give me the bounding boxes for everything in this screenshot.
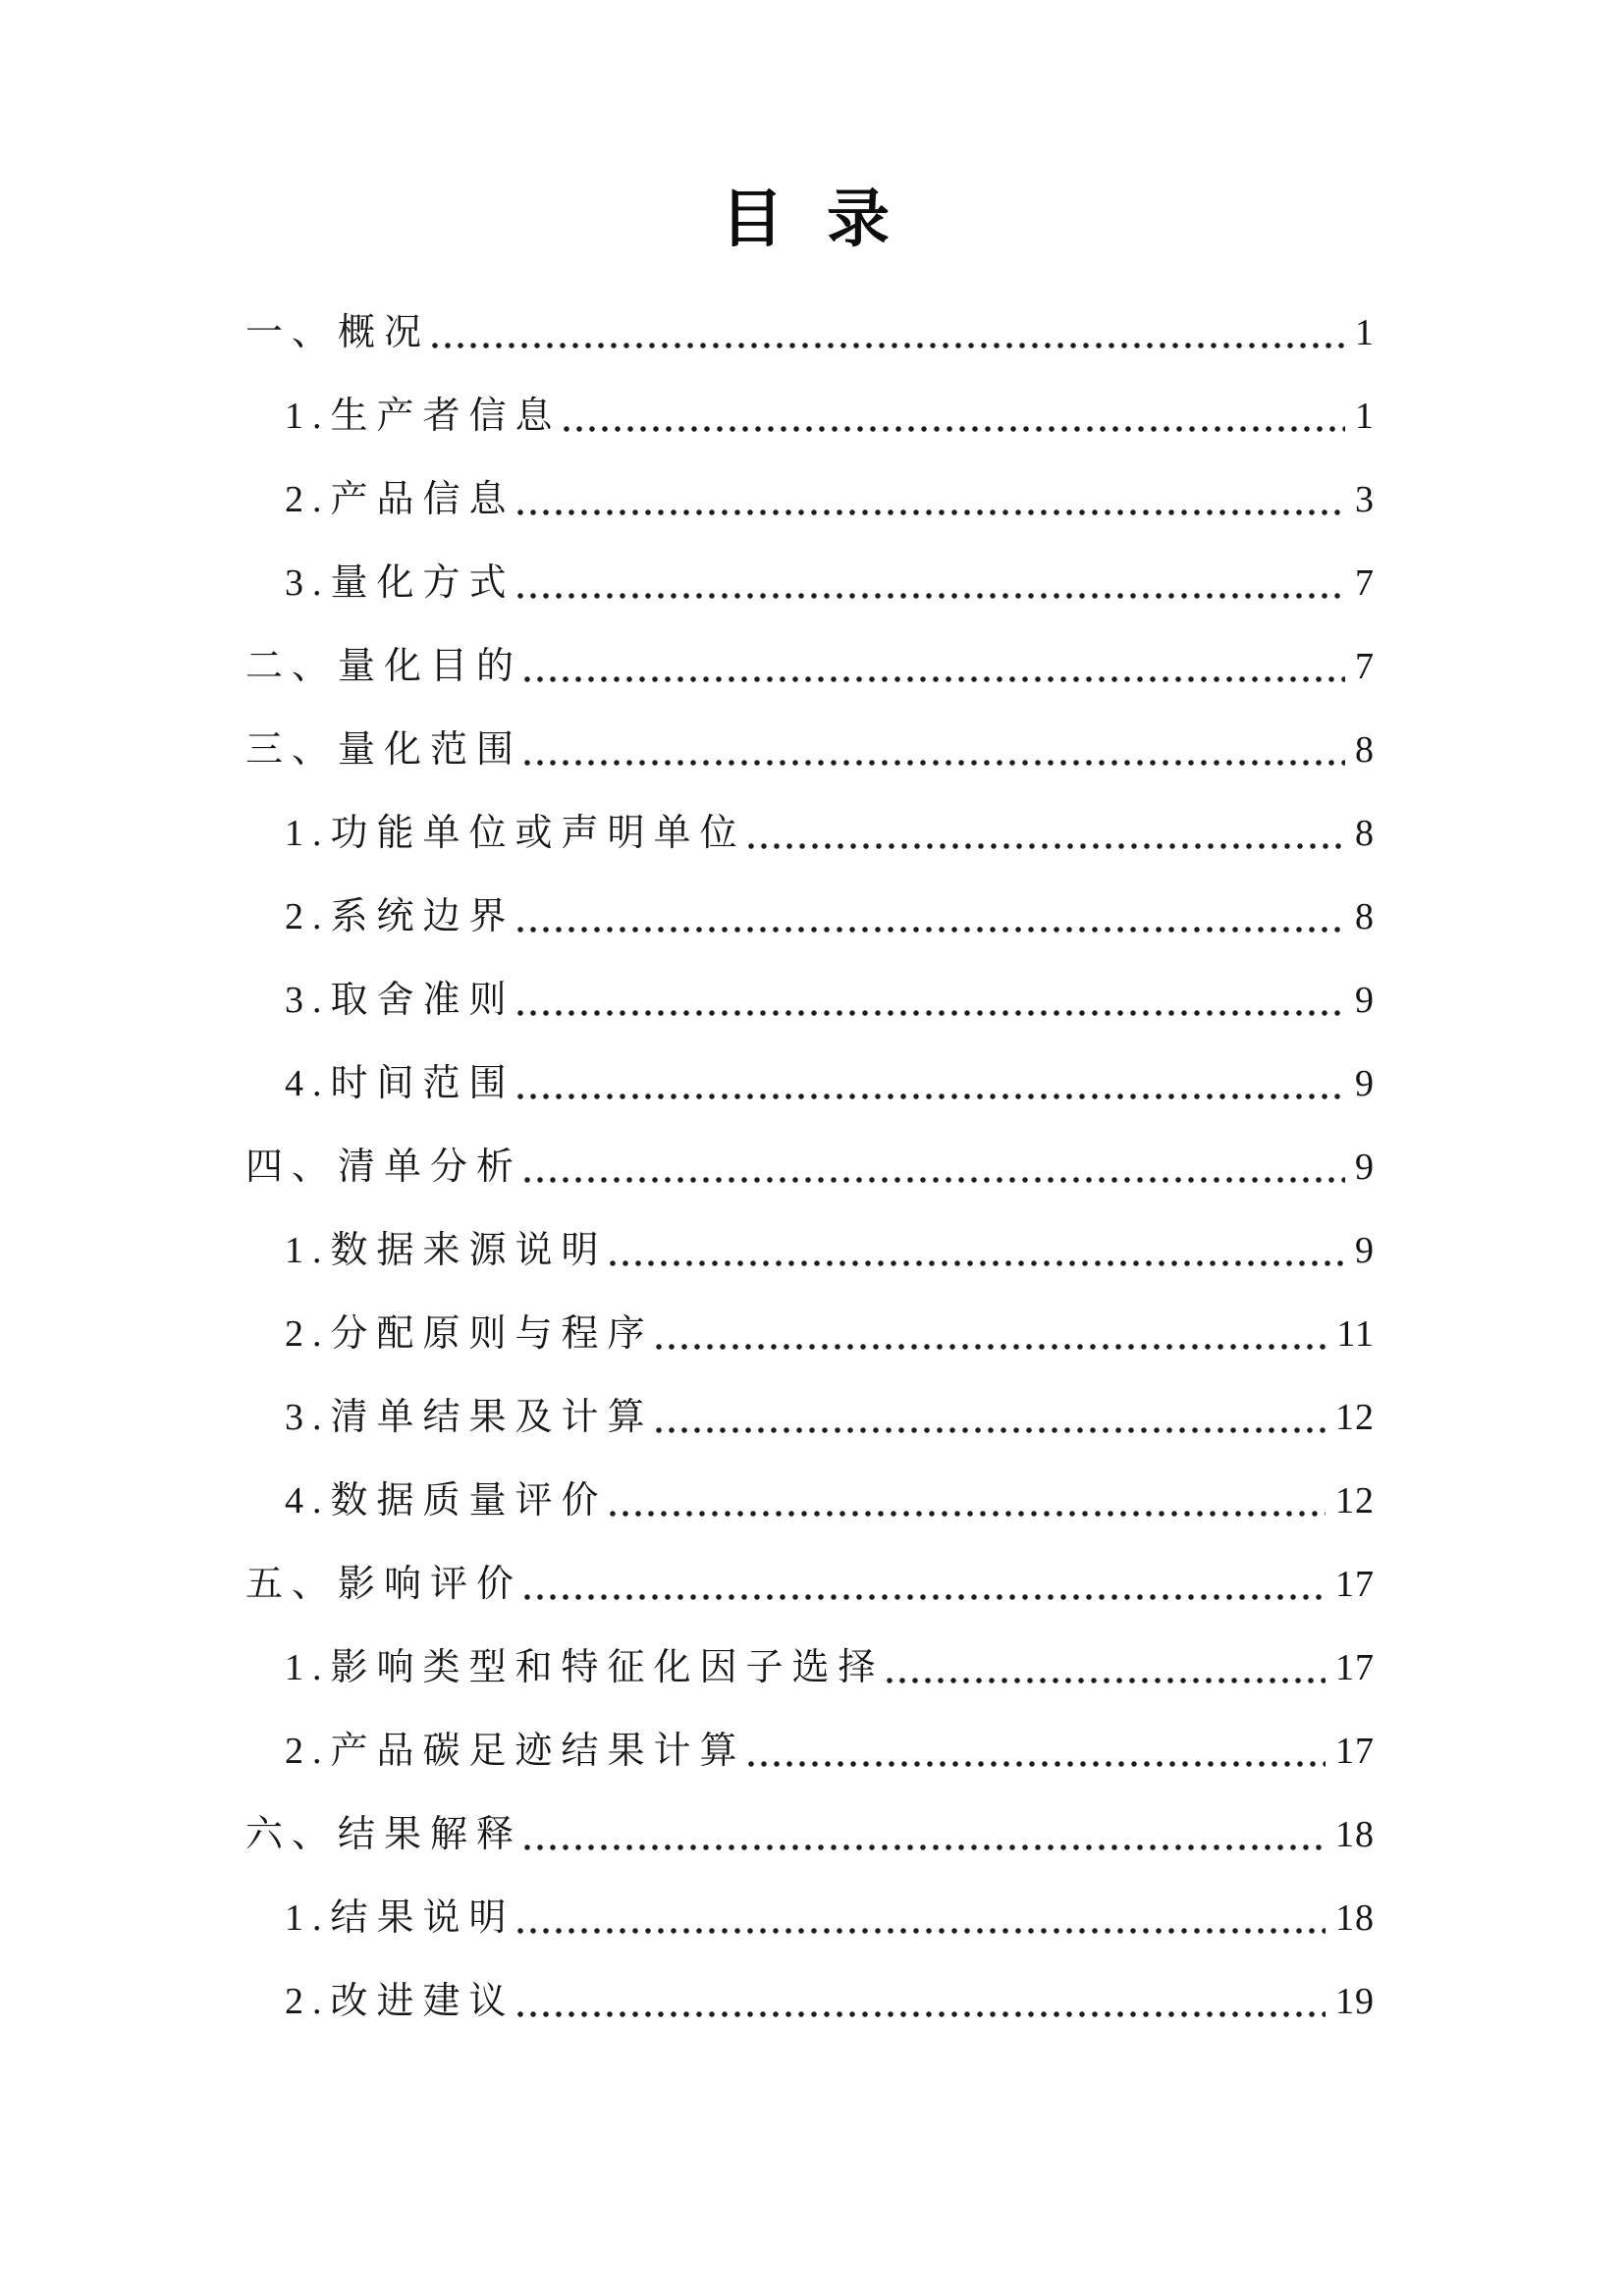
toc-entry-label: 三、量化范围 [245,728,523,771]
toc-leader-dots [656,1344,1327,1350]
toc-entry[interactable] [245,875,1375,958]
toc-leader-dots [517,1094,1345,1099]
toc-entry-page-number: 17 [1335,1563,1375,1605]
toc-entry-label: 二、量化目的 [245,645,523,687]
toc-leader-dots [656,1427,1326,1433]
toc-entry-label: 1.生产者信息 [285,395,562,437]
toc-entry[interactable] [245,1125,1375,1208]
toc-entry[interactable] [245,1041,1375,1125]
toc-entry-page-number: 11 [1336,1312,1375,1355]
toc-entry[interactable] [245,1709,1375,1792]
toc-entry-page-number: 9 [1355,979,1375,1021]
toc-entry-page-number: 8 [1355,812,1375,854]
toc-entry[interactable] [245,708,1375,791]
toc-leader-dots [517,1928,1326,1934]
toc-entry-page-number: 1 [1355,395,1375,437]
toc-entry[interactable] [245,1792,1375,1876]
toc-leader-dots [610,1260,1345,1266]
toc-entry-page-number: 9 [1355,1062,1375,1104]
toc-leader-dots [610,1511,1326,1517]
toc-entry-label: 3.取舍准则 [285,979,515,1021]
toc-entry-page-number: 1 [1355,311,1375,353]
toc-leader-dots [524,1844,1326,1850]
toc-list [0,291,1624,2043]
toc-entry[interactable] [245,1292,1375,1375]
toc-entry-page-number: 9 [1355,1146,1375,1188]
toc-entry-page-number: 7 [1355,561,1375,604]
toc-entry[interactable] [245,374,1375,457]
toc-entry-label: 3.清单结果及计算 [285,1396,654,1438]
toc-entry-label: 2.分配原则与程序 [285,1312,654,1355]
toc-entry-page-number: 12 [1335,1479,1375,1522]
toc-leader-dots [564,426,1345,432]
toc-entry-label: 四、清单分析 [245,1146,523,1188]
toc-entry-label: 1.数据来源说明 [285,1229,608,1271]
toc-leader-dots [887,1678,1326,1683]
toc-leader-dots [517,1010,1345,1016]
toc-entry[interactable] [245,1959,1375,2043]
toc-entry-label: 一、概况 [245,311,431,353]
toc-entry-page-number: 3 [1355,478,1375,520]
toc-leader-dots [432,343,1345,348]
toc-entry-page-number: 8 [1355,728,1375,771]
toc-entry-label: 2.产品信息 [285,478,515,520]
toc-entry-label: 3.量化方式 [285,561,515,604]
toc-entry-page-number: 12 [1335,1396,1375,1438]
toc-entry[interactable] [245,791,1375,875]
toc-leader-dots [524,676,1345,682]
toc-entry-page-number: 9 [1355,1229,1375,1271]
toc-leader-dots [748,843,1345,849]
toc-entry-page-number: 8 [1355,895,1375,937]
page-title: 目 录 [721,185,903,254]
toc-entry-page-number: 19 [1335,1980,1375,2022]
toc-leader-dots [748,1761,1326,1767]
toc-entry[interactable] [245,1375,1375,1459]
toc-entry[interactable] [245,1208,1375,1292]
toc-entry-label: 4.数据质量评价 [285,1479,608,1522]
toc-entry-label: 2.系统边界 [285,895,515,937]
toc-entry-page-number: 18 [1335,1813,1375,1855]
toc-entry[interactable] [245,1626,1375,1709]
toc-leader-dots [517,593,1345,599]
toc-entry[interactable] [245,1542,1375,1626]
toc-entry-page-number: 17 [1335,1646,1375,1688]
toc-entry-page-number: 7 [1355,645,1375,687]
toc-entry-label: 2.改进建议 [285,1980,515,2022]
toc-entry-label: 1.功能单位或声明单位 [285,812,746,854]
toc-entry[interactable] [245,457,1375,541]
toc-entry-label: 1.影响类型和特征化因子选择 [285,1646,885,1688]
toc-leader-dots [524,760,1345,766]
toc-leader-dots [524,1177,1345,1183]
toc-leader-dots [524,1594,1326,1600]
toc-entry-label: 1.结果说明 [285,1896,515,1939]
toc-entry-page-number: 18 [1335,1896,1375,1939]
toc-leader-dots [517,509,1345,515]
toc-entry[interactable] [245,541,1375,624]
toc-entry-label: 4.时间范围 [285,1062,515,1104]
toc-entry-page-number: 17 [1335,1730,1375,1772]
toc-entry[interactable] [245,1876,1375,1959]
toc-entry-label: 六、结果解释 [245,1813,523,1855]
toc-entry[interactable] [245,1459,1375,1542]
toc-entry[interactable] [245,291,1375,374]
toc-entry[interactable] [245,958,1375,1041]
toc-leader-dots [517,927,1345,933]
toc-entry[interactable] [245,624,1375,708]
toc-entry-label: 五、影响评价 [245,1563,523,1605]
toc-entry-label: 2.产品碳足迹结果计算 [285,1730,746,1772]
toc-leader-dots [517,2011,1326,2017]
